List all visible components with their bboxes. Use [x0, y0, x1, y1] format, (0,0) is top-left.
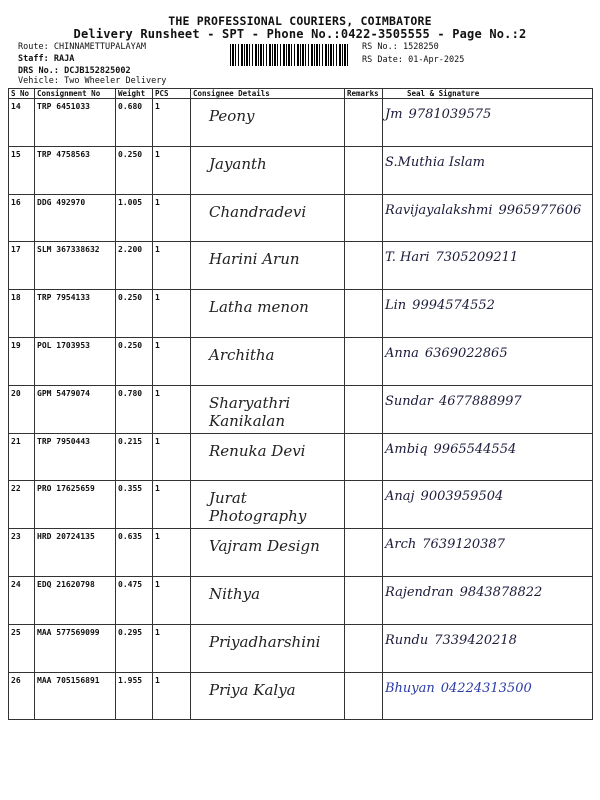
table-row [9, 337, 593, 385]
row-consignment-no: SLM 367338632 [35, 242, 116, 290]
row-signature [383, 99, 593, 147]
row-pcs: 1 [153, 242, 191, 290]
rs-date-value: 01-Apr-2025 [408, 55, 465, 65]
row-weight: 0.680 [116, 99, 153, 147]
row-consignment-no: MAA 577569099 [35, 624, 116, 672]
signature-phone: 9003959504 [420, 489, 504, 505]
route-line [18, 42, 146, 52]
row-weight: 1.955 [116, 672, 153, 720]
row-signature [383, 672, 593, 720]
barcode [230, 44, 350, 66]
staff-value: RAJA [53, 54, 75, 64]
table-row [9, 242, 593, 290]
row-weight: 0.780 [116, 385, 153, 433]
vehicle-label: Vehicle: [18, 76, 59, 86]
signature-name: Anaj [385, 489, 415, 505]
row-consignment-no: DDG 492970 [35, 194, 116, 242]
row-signature [383, 385, 593, 433]
drs-label: DRS No.: [18, 66, 59, 76]
col-remarks: Remarks [345, 89, 383, 99]
table-header-row [9, 89, 593, 99]
row-remarks [345, 385, 383, 433]
row-weight: 0.250 [116, 290, 153, 338]
row-pcs: 1 [153, 624, 191, 672]
rs-date-line [362, 55, 464, 65]
signature-phone: 9965544554 [433, 441, 517, 457]
col-pcs: PCS [153, 89, 191, 99]
row-weight: 0.215 [116, 433, 153, 481]
row-consignment-no: GPM 5479074 [35, 385, 116, 433]
row-signature [383, 481, 593, 529]
col-consignee: Consignee Details [191, 89, 345, 99]
signature-phone: 7639120387 [422, 537, 505, 553]
row-signature [383, 624, 593, 672]
row-consignment-no: PRO 17625659 [35, 481, 116, 529]
table-row [9, 672, 593, 720]
row-consignee: Harini Arun [191, 242, 345, 290]
signature-name: Ravijayalakshmi [385, 202, 493, 218]
signature-name: Rajendran [385, 584, 454, 600]
table-row [9, 529, 593, 577]
row-pcs: 1 [153, 146, 191, 194]
route-label: Route: [18, 42, 49, 52]
row-remarks [345, 529, 383, 577]
row-weight: 1.005 [116, 194, 153, 242]
company-title: THE PROFESSIONAL COURIERS, COIMBATORE [168, 14, 432, 28]
row-sno: 26 [9, 672, 35, 720]
row-remarks [345, 672, 383, 720]
row-signature [383, 290, 593, 338]
row-remarks [345, 290, 383, 338]
row-remarks [345, 337, 383, 385]
row-signature [383, 146, 593, 194]
row-signature [383, 576, 593, 624]
table-row [9, 290, 593, 338]
row-consignment-no: HRD 20724135 [35, 529, 116, 577]
row-remarks [345, 146, 383, 194]
table-row [9, 624, 593, 672]
row-consignee: Jurat Photography [191, 481, 345, 529]
signature-phone: 9994574552 [412, 298, 495, 314]
staff-label: Staff: [18, 54, 49, 64]
row-consignee: Renuka Devi [191, 433, 345, 481]
row-signature [383, 242, 593, 290]
signature-name: Jm [385, 107, 403, 122]
signature-phone: 9781039575 [408, 107, 492, 122]
signature-name: Bhuyan [385, 680, 435, 696]
row-consignment-no: EDQ 21620798 [35, 576, 116, 624]
signature-name: Arch [385, 537, 417, 553]
row-consignee: Sharyathri Kanikalan [191, 385, 345, 433]
row-consignee: Priya Kalya [191, 672, 345, 720]
rs-date-label: RS Date: [362, 55, 403, 65]
signature-name: Sundar [385, 393, 433, 409]
row-consignment-no: TRP 7954133 [35, 290, 116, 338]
signature-phone: 6369022865 [424, 345, 508, 361]
signature-name: Rundu [385, 632, 429, 648]
row-weight: 0.295 [116, 624, 153, 672]
row-consignment-no: MAA 705156891 [35, 672, 116, 720]
row-sno: 23 [9, 529, 35, 577]
vehicle-value: Two Wheeler Delivery [64, 76, 167, 86]
signature-phone: 04224313500 [440, 680, 532, 696]
row-sno: 17 [9, 242, 35, 290]
row-sno: 19 [9, 337, 35, 385]
row-weight: 0.250 [116, 337, 153, 385]
rs-no-label: RS No.: [362, 42, 398, 52]
signature-phone: 9843878822 [459, 584, 543, 600]
row-consignee: Architha [191, 337, 345, 385]
row-consignment-no: POL 1703953 [35, 337, 116, 385]
row-weight: 0.635 [116, 529, 153, 577]
row-sno: 15 [9, 146, 35, 194]
table-row [9, 99, 593, 147]
signature-name: Ambiq [385, 441, 428, 457]
row-remarks [345, 194, 383, 242]
row-sno: 22 [9, 481, 35, 529]
drs-line [18, 66, 131, 76]
row-consignee: Priyadharshini [191, 624, 345, 672]
signature-name: T. Hari [385, 250, 430, 266]
row-consignment-no: TRP 6451033 [35, 99, 116, 147]
row-sno: 16 [9, 194, 35, 242]
row-weight: 2.200 [116, 242, 153, 290]
table-row [9, 481, 593, 529]
row-consignee: Latha menon [191, 290, 345, 338]
row-sno: 24 [9, 576, 35, 624]
row-consignee: Peony [191, 99, 345, 147]
col-weight: Weight [116, 89, 153, 99]
row-sno: 18 [9, 290, 35, 338]
row-pcs: 1 [153, 433, 191, 481]
rs-no-line [362, 42, 439, 52]
row-remarks [345, 242, 383, 290]
table-row [9, 194, 593, 242]
table-row [9, 576, 593, 624]
col-consignment-no: Consignment No [35, 89, 116, 99]
staff-line [18, 54, 74, 64]
runsheet-subtitle: Delivery Runsheet - SPT - Phone No.:0422-3505555 - Page No.:2 [73, 27, 527, 41]
col-seal-signature: Seal & Signature [383, 89, 593, 99]
col-sno: S No [9, 89, 35, 99]
row-consignee: Nithya [191, 576, 345, 624]
row-signature [383, 529, 593, 577]
row-remarks [345, 624, 383, 672]
row-consignee: Jayanth [191, 146, 345, 194]
row-remarks [345, 481, 383, 529]
row-pcs: 1 [153, 481, 191, 529]
row-signature [383, 194, 593, 242]
row-pcs: 1 [153, 529, 191, 577]
signature-phone: 7339420218 [434, 632, 517, 648]
row-signature [383, 337, 593, 385]
signature-phone: 9965977606 [498, 202, 582, 218]
row-pcs: 1 [153, 337, 191, 385]
runsheet-table [8, 88, 593, 720]
row-pcs: 1 [153, 576, 191, 624]
signature-name: S.Muthia Islam [385, 154, 485, 170]
vehicle-line [18, 76, 166, 86]
row-weight: 0.475 [116, 576, 153, 624]
signature-name: Lin [385, 298, 407, 314]
row-pcs: 1 [153, 290, 191, 338]
route-value: CHINNAMETTUPALAYAM [53, 42, 146, 52]
table-row [9, 146, 593, 194]
row-sno: 25 [9, 624, 35, 672]
row-sno: 14 [9, 99, 35, 147]
row-consignee: Chandradevi [191, 194, 345, 242]
drs-value: DCJB152825002 [64, 66, 131, 76]
row-remarks [345, 576, 383, 624]
row-pcs: 1 [153, 672, 191, 720]
row-signature [383, 433, 593, 481]
row-consignee: Vajram Design [191, 529, 345, 577]
row-remarks [345, 433, 383, 481]
signature-name: Anna [385, 345, 419, 361]
row-consignment-no: TRP 4758563 [35, 146, 116, 194]
table-row [9, 433, 593, 481]
row-pcs: 1 [153, 194, 191, 242]
signature-phone: 7305209211 [435, 250, 519, 266]
signature-phone: 4677888997 [438, 393, 522, 409]
row-sno: 21 [9, 433, 35, 481]
row-sno: 20 [9, 385, 35, 433]
row-consignment-no: TRP 7950443 [35, 433, 116, 481]
row-weight: 0.250 [116, 146, 153, 194]
row-weight: 0.355 [116, 481, 153, 529]
rs-no-value: 1528250 [402, 42, 439, 52]
row-pcs: 1 [153, 385, 191, 433]
row-remarks [345, 99, 383, 147]
table-row [9, 385, 593, 433]
row-pcs: 1 [153, 99, 191, 147]
